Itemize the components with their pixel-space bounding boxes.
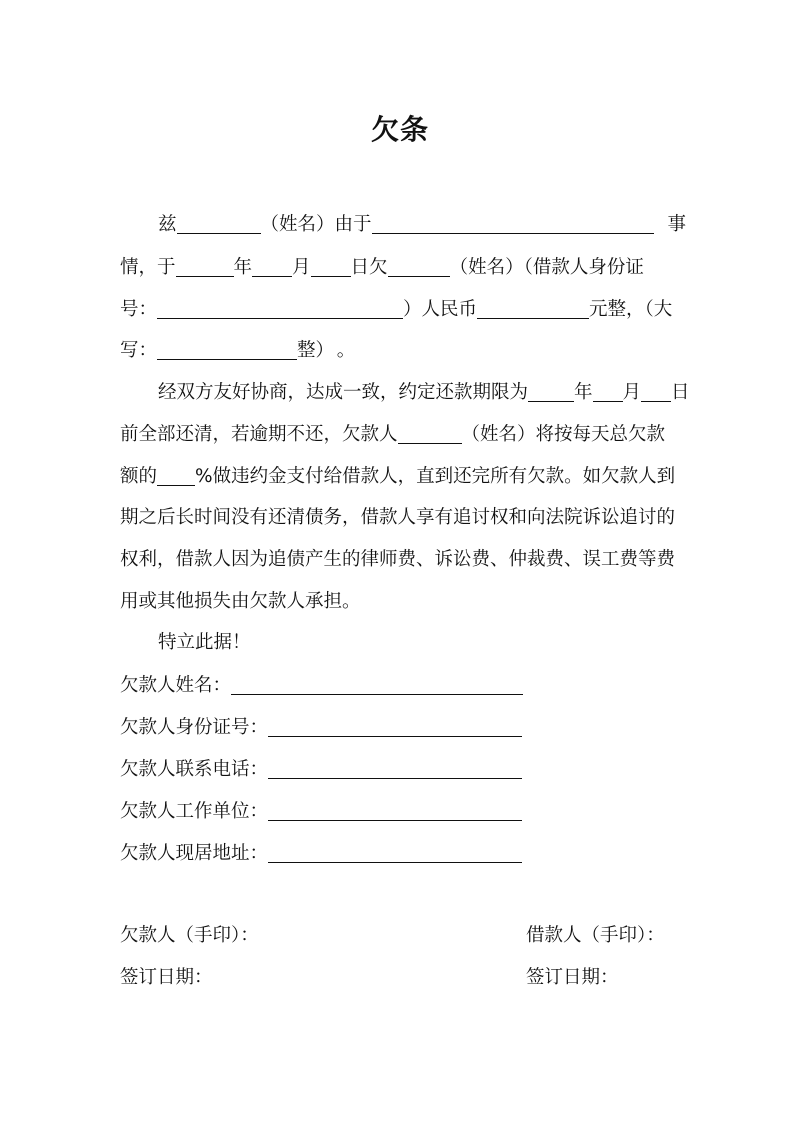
debtor-name-field <box>120 664 523 705</box>
debtor-phone-input[interactable] <box>268 752 522 779</box>
paragraph-2-line-1 <box>158 371 690 412</box>
field-label: 欠款人工作单位： <box>120 801 269 822</box>
text: 。 <box>336 340 356 361</box>
text: 经双方友好协商，达成一致，约定还款期限为 <box>158 382 529 403</box>
text: %做违约金支付给借款人，直到还完所有欠款。如欠款人到 <box>195 466 676 487</box>
text: 年 <box>574 382 593 403</box>
due-day-blank[interactable] <box>641 375 671 402</box>
amount-capital-blank[interactable] <box>157 333 297 360</box>
debtor-address-input[interactable] <box>268 836 522 863</box>
text: 日欠 <box>350 257 388 278</box>
field-label: 欠款人姓名： <box>120 675 232 696</box>
text: 月 <box>622 382 642 403</box>
day-blank[interactable] <box>311 250 351 277</box>
year-blank[interactable] <box>176 250 234 277</box>
debtor-work-input[interactable] <box>268 794 522 821</box>
paragraph-1-line-1 <box>158 203 686 244</box>
debtor-name-blank-2[interactable] <box>398 417 462 444</box>
text: 写： <box>120 340 158 361</box>
text: （姓名）由于 <box>260 214 372 235</box>
text: 前全部还清，若逾期不还，欠款人 <box>120 424 398 445</box>
due-month-blank[interactable] <box>593 375 623 402</box>
paragraph-2-line-6: 用或其他损失由欠款人承担。 <box>120 591 361 612</box>
debtor-id-field <box>120 706 522 747</box>
text: 兹 <box>158 214 177 235</box>
text: 年 <box>233 257 253 278</box>
text: （姓名）将按每天总欠款 <box>461 424 666 445</box>
text: 额的 <box>120 466 158 487</box>
text: （姓名）（借款人身份证 <box>449 257 644 278</box>
debtor-id-input[interactable] <box>268 710 522 737</box>
debtor-date-label: 签订日期： <box>120 967 213 988</box>
lender-id-blank[interactable] <box>157 292 403 319</box>
statement-line: 特立此据！ <box>158 632 251 653</box>
field-label: 欠款人现居地址： <box>120 843 269 864</box>
debtor-name-input[interactable] <box>231 668 523 695</box>
amount-blank[interactable] <box>477 292 589 319</box>
field-label: 欠款人联系电话： <box>120 759 269 780</box>
paragraph-2-line-4: 期之后长时间没有还清债务，借款人享有追讨权和向法院诉讼追讨的 <box>120 507 676 528</box>
text: 号： <box>120 299 158 320</box>
debtor-name-blank[interactable] <box>177 207 261 234</box>
penalty-rate-blank[interactable] <box>157 459 195 486</box>
lender-date-label: 签订日期： <box>526 967 619 988</box>
lender-name-blank[interactable] <box>388 250 450 277</box>
text: 整） <box>297 340 325 361</box>
paragraph-1-line-3 <box>120 288 672 329</box>
paragraph-1-line-4 <box>120 329 355 370</box>
reason-blank[interactable] <box>372 207 654 234</box>
text: 日 <box>671 382 690 403</box>
text: 事 <box>667 214 687 235</box>
paragraph-2-line-5: 权利，借款人因为追债产生的律师费、诉讼费、仲裁费、误工费等费 <box>120 549 676 570</box>
document-title: 欠条 <box>370 113 429 146</box>
due-year-blank[interactable] <box>528 375 574 402</box>
text: 元整，（大 <box>589 299 673 320</box>
field-label: 欠款人身份证号： <box>120 717 269 738</box>
text: 情，于 <box>120 257 176 278</box>
paragraph-1-line-2 <box>120 246 644 287</box>
lender-signature-label: 借款人（手印）： <box>526 925 665 946</box>
debtor-phone-field <box>120 748 522 789</box>
debtor-signature-label: 欠款人（手印）： <box>120 925 259 946</box>
month-blank[interactable] <box>252 250 292 277</box>
text: ）人民币 <box>403 299 478 320</box>
paragraph-2-line-3 <box>120 455 675 496</box>
debtor-address-field <box>120 832 522 873</box>
debtor-work-field <box>120 790 522 831</box>
paragraph-2-line-2 <box>120 413 665 454</box>
text: 月 <box>292 257 311 278</box>
